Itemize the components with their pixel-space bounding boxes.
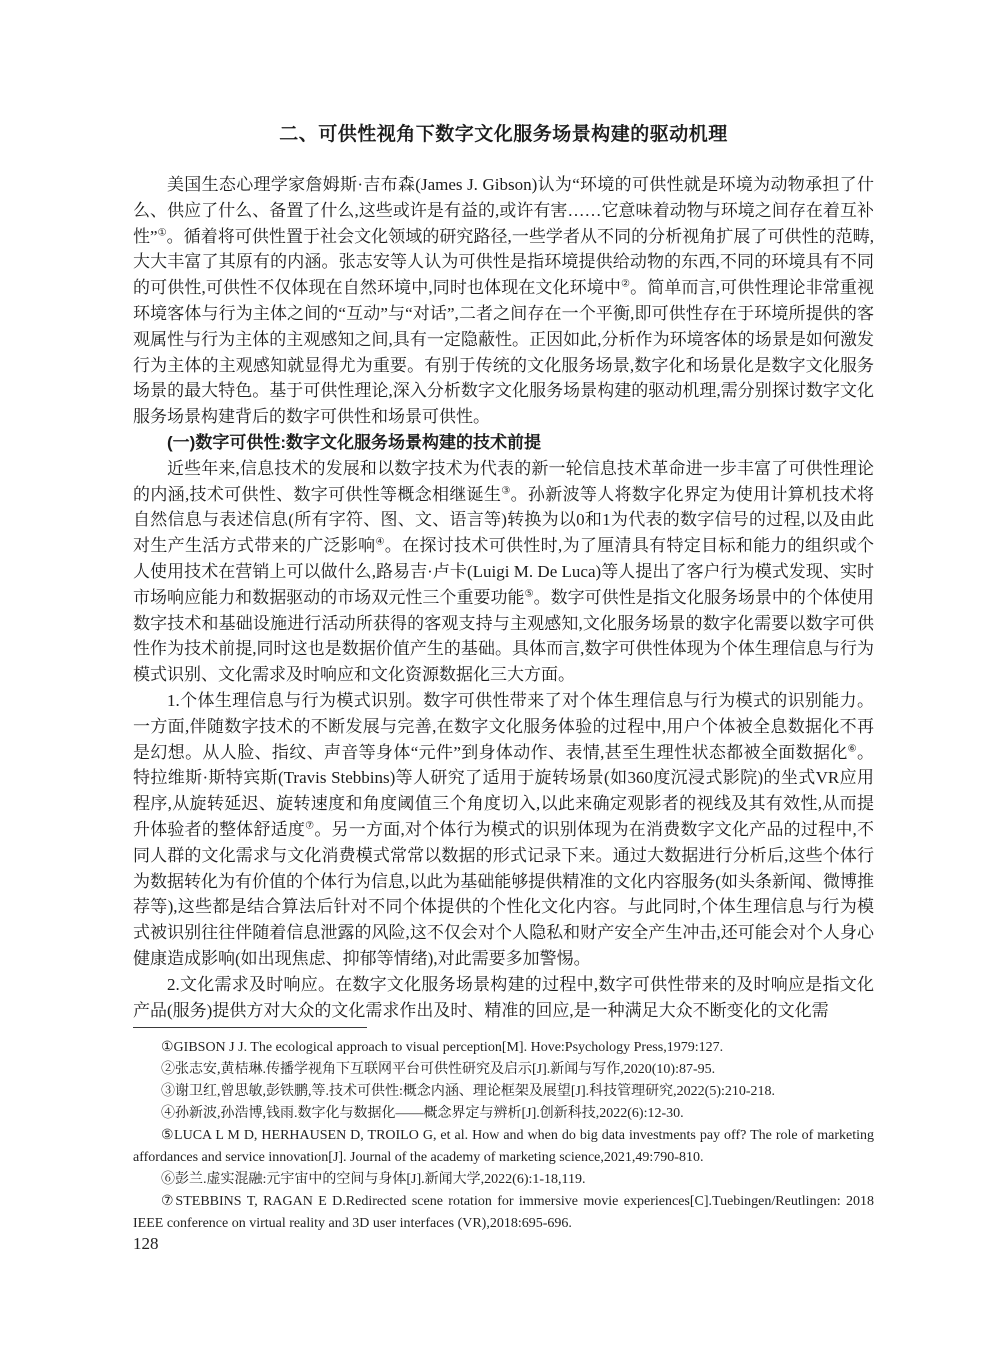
footnote-ref: ⑦ xyxy=(305,820,315,832)
footnote-5: ⑤LUCA L M D, HERHAUSEN D, TROILO G, et al. How and when do big data investments pay off? The role of marketing affordances and service innovation[J]. Journal of the academy of marketing science,2021,49:790-810. xyxy=(133,1128,874,1165)
paragraph-3: 1.个体生理信息与行为模式识别。数字可供性带来了对个体生理信息与行为模式的识别能力。一方面,伴随数字技术的不断发展与完善,在数字文化服务体验的过程中,用户个体被全息数据化不再是幻想。从人脸、指纹、声音等身体“元件”到身体动作、表情,甚至生理性状态都被全面数据化⑥。特拉维斯·斯特宾斯(Travis Stebbins)等人研究了适用于旋转场景(如360度沉浸式影院)的坐式VR应用程序,从旋转延迟、旋转速度和角度阈值三个角度切入,以此来确定观影者的视线及其有效性,从而提升体验者的整体舒适度⑦。另一方面,对个体行为模式的识别体现为在消费数字文化产品的过程中,不同人群的文化需求与文化消费模式常常以数据的形式记录下来。通过大数据进行分析后,这些个体行为数据转化为有价值的个体行为信息,以此为基础能够提供精准的文化内容服务(如头条新闻、微博推荐等),这些都是结合算法后针对不同个体提供的个性化文化内容。与此同时,个体生理信息与行为模式被识别往往伴随着信息泄露的风险,这不仅会对个人隐私和财产安全产生冲击,还可能会对个人身心健康造成影响(如出现焦虑、抑郁等情绪),对此需要多加警惕。 xyxy=(133,690,874,968)
footnote-separator xyxy=(133,1027,367,1028)
paragraph-1: 美国生态心理学家詹姆斯·吉布森(James J. Gibson)认为“环境的可供性就是环境为动物承担了什么、供应了什么、备置了什么,这些或许是有益的,或许有害……它意味着动物与环境之间存在着互补性”①。循着将可供性置于社会文化领域的研究路径,一些学者从不同的分析视角扩展了可供性的范畴,大大丰富了其原有的内涵。张志安等人认为可供性是指环境提供给动物的东西,不同的环境具有不同的可供性,可供性不仅体现在自然环境中,同时也体现在文化环境中②。简单而言,可供性理论非常重视环境客体与行为主体之间的“互动”与“对话”,二者之间存在一个平衡,即可供性存在于环境所提供的客观属性与行为主体的主观感知之间,具有一定隐蔽性。正因如此,分析作为环境客体的场景是如何激发行为主体的主观感知就显得尤为重要。有别于传统的文化服务场景,数字化和场景化是数字文化服务场景的最大特色。基于可供性理论,深入分析数字文化服务场景构建的驱动机理,需分别探讨数字文化服务场景构建背后的数字可供性和场景可供性。 xyxy=(133,175,874,427)
footnote-ref: ② xyxy=(621,278,631,290)
footnote-1: ①GIBSON J J. The ecological approach to visual perception[M]. Hove:Psychology Press,1979:127. xyxy=(161,1040,724,1055)
footnote-ref: ③ xyxy=(501,484,511,496)
footnote-2: ②张志安,黄桔琳.传播学视角下互联网平台可供性研究及启示[J].新闻与写作,2020(10):87-95. xyxy=(161,1062,716,1077)
footnote-6: ⑥彭兰.虚实混融:元宇宙中的空间与身体[J].新闻大学,2022(6):1-18,119. xyxy=(161,1172,586,1187)
page-content xyxy=(133,122,874,1025)
page-number: 128 xyxy=(133,1234,159,1253)
subsection-heading: (一)数字可供性:数字文化服务场景构建的技术前提 xyxy=(167,432,541,452)
paragraph-2: 近些年来,信息技术的发展和以数字技术为代表的新一轮信息技术革命进一步丰富了可供性理论的内涵,技术可供性、数字可供性等概念相继诞生③。孙新波等人将数字化界定为使用计算机技术将自然信息与表述信息(所有字符、图、文、语言等)转换为以0和1为代表的数字信号的过程,以及由此对生产生活方式带来的广泛影响④。在探讨技术可供性时,为了厘清具有特定目标和能力的组织或个人使用技术在营销上可以做什么,路易吉·卢卡(Luigi M. De Luca)等人提出了客户行为模式发现、实时市场响应能力和数据驱动的市场双元性三个重要功能⑤。数字可供性是指文化服务场景中的个体使用数字技术和基础设施进行活动所获得的客观支持与主观感知,文化服务场景的数字化需要以数字可供性作为技术前提,同时这也是数据价值产生的基础。具体而言,数字可供性体现为个体生理信息与行为模式识别、文化需求及时响应和文化资源数据化三大方面。 xyxy=(133,458,874,685)
footnote-ref: ① xyxy=(157,226,167,238)
footnote-ref: ⑤ xyxy=(524,588,534,600)
footnote-ref: ⑥ xyxy=(847,742,857,754)
footnotes-section xyxy=(133,1022,874,1235)
footnote-3: ③谢卫红,曾思敏,彭铁鹏,等.技术可供性:概念内涵、理论框架及展望[J].科技管理研究,2022(5):210-218. xyxy=(161,1084,776,1099)
paragraph-4: 2.文化需求及时响应。在数字文化服务场景构建的过程中,数字可供性带来的及时响应是指文化产品(服务)提供方对大众的文化需求作出及时、精准的回应,是一种满足大众不断变化的文化需 xyxy=(133,974,874,1020)
footnote-ref: ④ xyxy=(375,536,385,548)
section-heading: 二、可供性视角下数字文化服务场景构建的驱动机理 xyxy=(279,124,728,145)
footnote-7: ⑦STEBBINS T, RAGAN E D.Redirected scene rotation for immersive movie experiences[C].Tuebingen/Reutlingen: 2018 IEEE conference on virtual reality and 3D user interfaces (VR),2018:695-696. xyxy=(133,1194,874,1231)
footnote-4: ④孙新波,孙浩博,钱雨.数字化与数据化——概念界定与辨析[J].创新科技,2022(6):12-30. xyxy=(161,1106,684,1121)
